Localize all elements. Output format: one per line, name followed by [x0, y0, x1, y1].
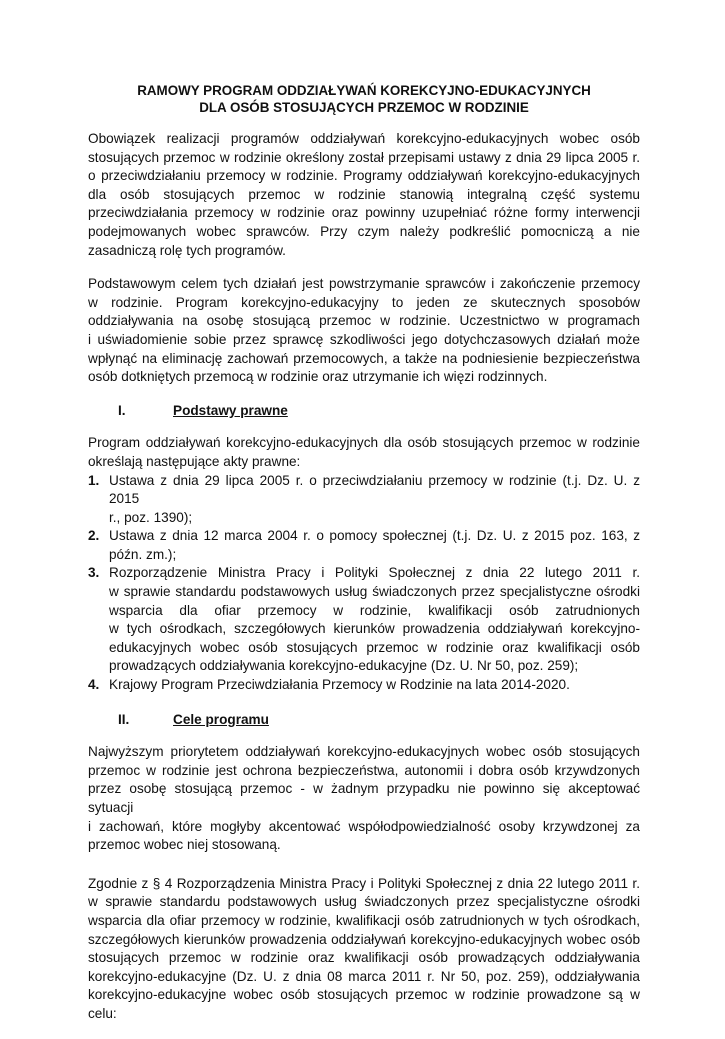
text-line: Ustawa z dnia 12 marca 2004 r. o pomocy społecznej (t.j. Dz. U. z 2015 poz. 163, z	[109, 528, 640, 544]
list-item	[88, 527, 640, 564]
text-line: wpłynąć na eliminację zachowań przemocowych, a także na podniesienie bezpieczeństwa	[88, 350, 640, 366]
list-number: 4.	[88, 677, 100, 693]
text-line: stosujących przemoc w rodzinie oraz kwalifikacji osób prowadzących oddziaływania	[88, 950, 640, 966]
text-line: korekcyjno-edukacyjne (Dz. U. z dnia 08 marca 2011 r. Nr 50, poz. 259), oddziaływania	[88, 968, 640, 984]
list-item-text	[109, 676, 640, 695]
title-line-1: RAMOWY PROGRAM ODDZIAŁYWAŃ KOREKCYJNO-EDUKACYJNYCH	[137, 83, 591, 98]
text-line: wsparcia dla ofiar przemocy w rodzinie, kwalifikacji osób zatrudnionych w tych ośrodkach,	[88, 912, 640, 928]
text-line: późn. zm.);	[109, 546, 177, 562]
text-line: szczegółowych kierunków prowadzenia oddziaływań korekcyjno-edukacyjnych wobec osób	[88, 931, 640, 947]
text-line: zasadniczą rolę tych programów.	[88, 242, 286, 258]
section-title: Cele programu	[173, 711, 269, 727]
text-line: Program oddziaływań korekcyjno-edukacyjnych dla osób stosujących przemoc w rodzinie	[88, 435, 640, 451]
legal-acts-list	[88, 472, 640, 695]
list-number: 2.	[88, 528, 100, 544]
list-item	[88, 472, 640, 528]
text-line: korekcyjno-edukacyjne wobec osób stosujących przemoc w rodzinie prowadzone są w celu:	[88, 987, 640, 1021]
section-number: I.	[118, 402, 126, 418]
document-title	[78, 82, 650, 116]
text-line: wsparcia dla ofiar przemocy w rodzinie, kwalifikacji osób zatrudnionych	[109, 602, 640, 618]
text-line: Podstawowym celem tych działań jest powstrzymanie sprawców i zakończenie przemocy	[88, 276, 640, 292]
text-line: Ustawa z dnia 29 lipca 2005 r. o przeciwdziałaniu przemocy w rodzinie (t.j. Dz. U. z 2015	[109, 472, 640, 507]
document-page	[88, 82, 640, 1039]
title-line-2: DLA OSÓB STOSUJĄCYCH PRZEMOC W RODZINIE	[199, 100, 529, 115]
text-line: w sprawie standardu podstawowych usług świadczonych przez specjalistyczne ośrodki	[88, 894, 640, 910]
text-line: prowadzących oddziaływania korekcyjno-edukacyjne (Dz. U. Nr 50, poz. 259);	[109, 658, 579, 674]
text-line: w rodzinie. Program korekcyjno-edukacyjny to jeden ze skutecznych sposobów	[88, 294, 640, 310]
goals-paragraph-1	[88, 743, 640, 855]
text-line: edukacyjnych wobec osób stosujących przemoc w rodzinie oraz kwalifikacji osób	[109, 639, 640, 655]
text-line: Obowiązek realizacji programów oddziaływań korekcyjno-edukacyjnych wobec osób	[88, 131, 640, 146]
goals-paragraph-2	[88, 875, 640, 1024]
section-heading-legal-basis	[88, 402, 640, 421]
text-line: przemoc wobec niej stosowaną.	[88, 837, 281, 853]
text-line: stosujących przemoc w rodzinie określony został przepisami ustawy z dnia 29 lipca 2005 r.	[88, 149, 640, 165]
list-number: 1.	[88, 472, 100, 488]
text-line: w sprawie standardu podstawowych usług świadczonych przez specjalistyczne ośrodki	[109, 584, 640, 600]
text-line: oddziaływania na osobę stosującą przemoc w rodzinie. Uczestnictwo w programach	[88, 313, 640, 329]
text-line: osób dotkniętych przemocą w rodzinie oraz utrzymanie ich więzi rodzinnych.	[88, 369, 548, 385]
list-number: 3.	[88, 565, 100, 581]
legal-basis-intro	[88, 434, 640, 471]
list-item-text	[109, 564, 640, 676]
text-line: Rozporządzenie Ministra Pracy i Polityki Społecznej z dnia 22 lutego 2011 r.	[109, 565, 640, 581]
list-item-text	[109, 527, 640, 564]
text-line: o przeciwdziałaniu przemocy w rodzinie. Programy oddziaływań korekcyjno-edukacyjnych	[88, 168, 640, 184]
text-line: określają następujące akty prawne:	[88, 453, 301, 469]
text-line: Najwyższym priorytetem oddziaływań korekcyjno-edukacyjnych wobec osób stosujących	[88, 744, 640, 760]
text-line: przez osobę stosującą przemoc - w żadnym przypadku nie powinno się akceptować sytuacji	[88, 781, 640, 815]
text-line: Zgodnie z § 4 Rozporządzenia Ministra Pracy i Polityki Społecznej z dnia 22 lutego 2011 r.	[88, 875, 640, 891]
text-line: dla osób stosujących przemoc w rodzinie stanowią integralną część systemu	[88, 186, 640, 202]
section-title: Podstawy prawne	[173, 402, 288, 418]
intro-paragraph-2	[88, 275, 640, 387]
intro-paragraph-1	[88, 130, 640, 260]
text-line: podejmowanych wobec sprawców. Przy czym należy podkreślić pomocniczą a nie	[88, 223, 640, 239]
text-line: przeciwdziałania przemocy w rodzinie oraz powinny uzupełniać różne formy interwencji	[88, 205, 640, 221]
list-item	[88, 676, 640, 695]
text-line: przemoc w rodzinie jest ochrona bezpieczeństwa, autonomii i dobra osób krzywdzonych	[88, 762, 640, 778]
text-line: Krajowy Program Przeciwdziałania Przemocy w Rodzinie na lata 2014-2020.	[109, 677, 570, 693]
list-item	[88, 564, 640, 676]
section-number: II.	[118, 711, 130, 727]
text-line: w tych ośrodkach, szczegółowych kierunków prowadzenia oddziaływań korekcyjno-	[109, 621, 640, 637]
text-line: i zachowań, które mogłyby akcentować współodpowiedzialność osoby krzywdzonej za	[88, 818, 640, 834]
text-line: i uświadomienie sobie przez sprawcę szkodliwości jego dotychczasowych działań może	[88, 331, 640, 347]
text-line: r., poz. 1390);	[109, 509, 193, 525]
section-heading-program-goals	[88, 711, 640, 730]
list-item-text	[109, 472, 640, 528]
